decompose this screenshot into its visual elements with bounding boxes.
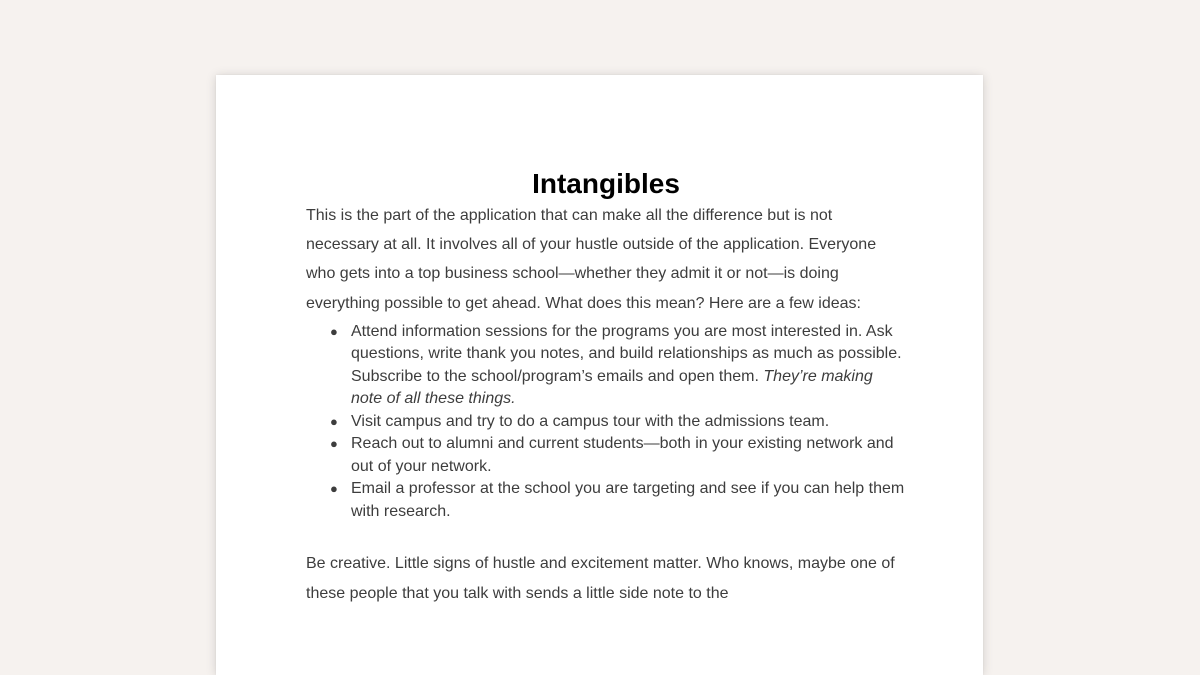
list-item-note: They’re making note of all these things.	[351, 367, 873, 408]
bullet-icon: ●	[330, 481, 338, 497]
list-item	[306, 478, 906, 523]
bullet-icon: ●	[330, 413, 338, 429]
list-item	[306, 321, 906, 411]
list-item-text: Attend information sessions for the programs you are most interested in. Ask questions, write thank you notes, and build relationships as much as possible. Subscribe to the school/program’s emails and open them.	[351, 322, 902, 385]
closing-paragraph: Be creative. Little signs of hustle and excitement matter. Who knows, maybe one of these people that you talk with sends a little side note to the	[306, 555, 895, 602]
ideas-list	[306, 321, 906, 524]
bullet-icon: ●	[330, 436, 338, 452]
document-content	[306, 167, 906, 608]
list-item	[306, 411, 906, 434]
list-item	[306, 433, 906, 478]
intro-paragraph: This is the part of the application that can make all the difference but is not necessary at all. It involves all of your hustle outside of the application. Everyone who gets into a top business school—whether they admit it or not—is doing everything possible to get ahead. What does this mean? Here are a few ideas:	[306, 207, 877, 312]
list-item-text: Visit campus and try to do a campus tour with the admissions team.	[351, 412, 830, 430]
document-page	[216, 75, 983, 675]
list-item-text: Reach out to alumni and current students—both in your existing network and out of your network.	[351, 435, 894, 475]
document-title: Intangibles	[532, 168, 680, 199]
list-item-text: Email a professor at the school you are targeting and see if you can help them with research.	[351, 480, 905, 520]
bullet-icon: ●	[330, 323, 338, 339]
